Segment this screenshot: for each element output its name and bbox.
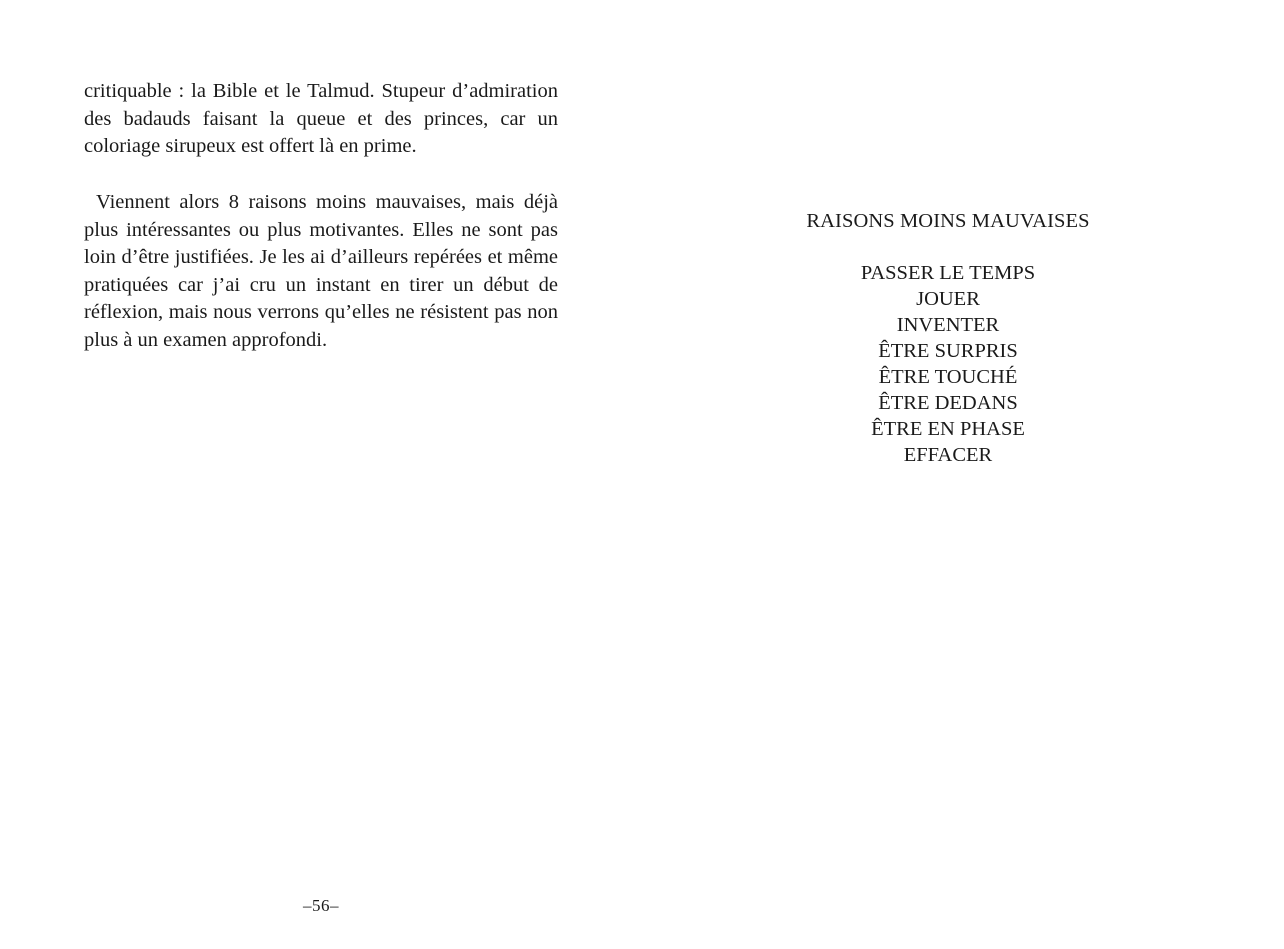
reason-item: JOUER (916, 288, 980, 310)
right-page (642, 0, 1284, 949)
paragraph-1: critiquable : la Bible et le Talmud. Stupeur d’admiration des badauds faisant la queue et des princes, car un coloriage sirupeux est offert là en prime. (84, 80, 558, 158)
reason-item: ÊTRE SURPRIS (878, 340, 1018, 362)
reason-item: ÊTRE DEDANS (878, 392, 1018, 414)
reasons-section (642, 208, 1284, 468)
reason-item: ÊTRE EN PHASE (871, 418, 1025, 440)
reasons-title: RAISONS MOINS MAUVAISES (806, 210, 1090, 232)
reason-item: ÊTRE TOUCHÉ (878, 366, 1018, 388)
reason-item: PASSER LE TEMPS (860, 262, 1036, 284)
page-number: –56– (303, 896, 339, 915)
reason-item: EFFACER (903, 444, 993, 466)
paragraph-2: Viennent alors 8 raisons moins mauvaises, mais déjà plus intéressantes ou plus motivantes. Elles ne sont pas loin d’être justifiées. Je les ai d’ailleurs repérées et même pratiquées car j’ai cru un instant en tirer un début de réflexion, mais nous verrons qu’elles ne résistent pas non plus à un examen approfondi. (84, 191, 558, 351)
reasons-list (612, 260, 1284, 468)
reason-item: INVENTER (896, 314, 1000, 336)
